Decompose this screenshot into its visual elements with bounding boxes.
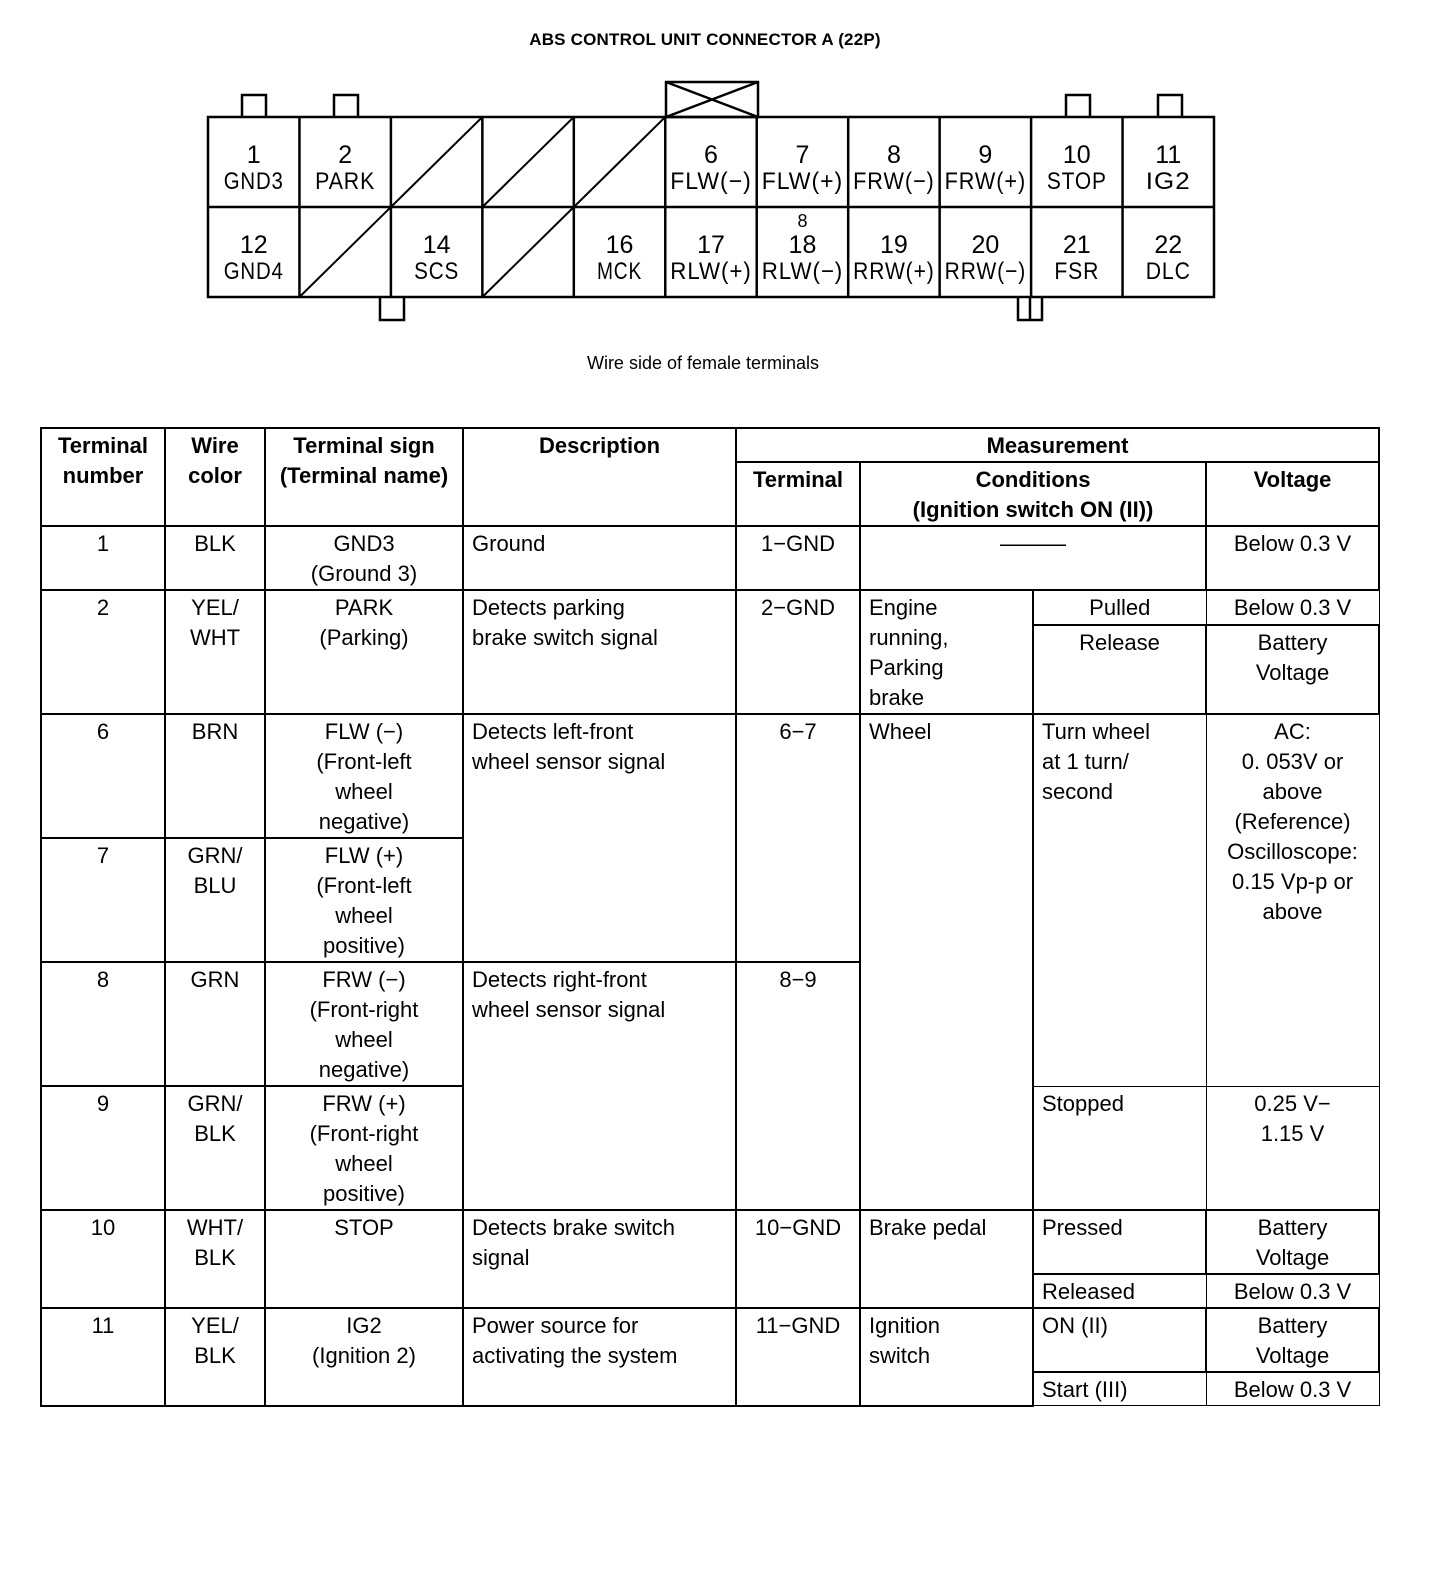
top-cell-signal: IG2 — [1145, 168, 1191, 195]
cell-terminal-number: 9 — [41, 1086, 165, 1210]
top-cell-number: 8 — [886, 141, 901, 169]
lock-tab — [1066, 95, 1090, 117]
cell-voltage: AC: 0. 053V or above (Reference) Oscilloscope: 0.15 Vp-p or above — [1206, 714, 1379, 1086]
cell-terminal-number: 8 — [41, 962, 165, 1086]
lock-tab — [242, 95, 266, 117]
cell-description: Detects left-front wheel sensor signal — [463, 714, 736, 962]
cell-terminal-sign: IG2 (Ignition 2) — [265, 1308, 463, 1406]
cell-description: Detects brake switch signal — [463, 1210, 736, 1308]
cell-wire-color: YEL/ WHT — [165, 590, 265, 714]
lock-tab — [1158, 95, 1182, 117]
bottom-cell-number: 18 — [788, 231, 817, 259]
cell-description: Detects right-front wheel sensor signal — [463, 962, 736, 1210]
header-conditions: Conditions (Ignition switch ON (II)) — [860, 462, 1206, 526]
top-cell-number: 7 — [795, 141, 810, 169]
cell-terminal-sign: FRW (−) (Front-right wheel negative) — [265, 962, 463, 1086]
bottom-cell-number: 22 — [1154, 231, 1183, 259]
bottom-cell-signal: RLW(−) — [761, 258, 844, 285]
cell-conditions: Ignition switch — [860, 1308, 1033, 1406]
bottom-cell-number: 16 — [605, 231, 634, 259]
bottom-cell-number: 20 — [971, 231, 1000, 259]
cell-terminal-number: 2 — [41, 590, 165, 714]
cell-wire-color: WHT/ BLK — [165, 1210, 265, 1308]
cell-terminal-number: 11 — [41, 1308, 165, 1406]
table-row — [41, 590, 1379, 625]
header-measurement: Measurement — [736, 428, 1379, 462]
cell-terminal: 2−GND — [736, 590, 860, 714]
header-voltage: Voltage — [1206, 462, 1379, 526]
page-title: ABS CONTROL UNIT CONNECTOR A (22P) — [529, 30, 881, 49]
bottom-cell-signal: RRW(−) — [944, 258, 1027, 285]
cell-subcondition: Turn wheel at 1 turn/ second — [1033, 714, 1206, 1086]
terminal-table — [40, 427, 1380, 1407]
blank-cavity — [391, 117, 482, 207]
cell-voltage: Below 0.3 V — [1206, 590, 1379, 625]
cell-terminal-sign: PARK (Parking) — [265, 590, 463, 714]
top-cell-number: 11 — [1155, 141, 1182, 169]
top-cell-signal: STOP — [1046, 168, 1107, 195]
table-row — [41, 1210, 1379, 1274]
cell-terminal: 6−7 — [736, 714, 860, 962]
cell-conditions: Brake pedal — [860, 1210, 1033, 1308]
top-cell-signal: FLW(−) — [670, 168, 752, 195]
cell-conditions: Engine running, Parking brake — [860, 590, 1033, 714]
cell-terminal-number: 10 — [41, 1210, 165, 1308]
bottom-cell-signal: FSR — [1054, 258, 1100, 285]
cell-subcondition: Pressed — [1033, 1210, 1206, 1274]
cell-voltage: Below 0.3 V — [1206, 526, 1379, 590]
bottom-cell-number: 19 — [880, 231, 908, 259]
top-cell-number: 9 — [978, 141, 993, 169]
lock-tab — [334, 95, 358, 117]
cell-subcondition: Pulled — [1033, 590, 1206, 625]
cell-description: Power source for activating the system — [463, 1308, 736, 1406]
table-row — [41, 714, 1379, 838]
cell-terminal-sign: GND3 (Ground 3) — [265, 526, 463, 590]
top-cell-number: 1 — [246, 141, 261, 169]
top-cell-signal: FRW(+) — [944, 168, 1027, 195]
cell-subcondition: ON (II) — [1033, 1308, 1206, 1372]
header-terminal-sign: Terminal sign (Terminal name) — [265, 428, 463, 526]
bottom-cell-number: 12 — [239, 231, 268, 259]
cell-description: Detects parking brake switch signal — [463, 590, 736, 714]
cell-description: Ground — [463, 526, 736, 590]
blank-cavity — [574, 117, 665, 207]
cell-terminal-sign: STOP — [265, 1210, 463, 1308]
bottom-cell-number: 21 — [1062, 231, 1091, 259]
cell-subcondition: Release — [1033, 625, 1206, 714]
top-cell-number: 2 — [338, 141, 353, 169]
bottom-cell-number: 17 — [697, 231, 725, 259]
top-cell-number: 10 — [1062, 141, 1091, 169]
cell-wire-color: BLK — [165, 526, 265, 590]
cell-subcondition: Stopped — [1033, 1086, 1206, 1210]
cell-voltage: Below 0.3 V — [1206, 1274, 1379, 1308]
blank-cavity — [482, 207, 573, 297]
top-cell-signal: FRW(−) — [853, 168, 935, 195]
bottom-cell-extra: 8 — [797, 211, 808, 231]
table-row — [41, 1308, 1379, 1372]
cell-terminal: 1−GND — [736, 526, 860, 590]
top-cell-signal: FLW(+) — [761, 168, 844, 195]
cell-voltage: Below 0.3 V — [1206, 1372, 1379, 1406]
cell-voltage: Battery Voltage — [1206, 1210, 1379, 1274]
bottom-cell-number: 14 — [422, 231, 451, 259]
cell-subcondition: Released — [1033, 1274, 1206, 1308]
cell-wire-color: BRN — [165, 714, 265, 838]
bottom-cell-signal: RRW(+) — [853, 258, 935, 285]
bottom-cell-signal: DLC — [1145, 258, 1191, 285]
header-terminal: Terminal — [736, 462, 860, 526]
bottom-tab — [380, 297, 404, 320]
cell-terminal: 11−GND — [736, 1308, 860, 1406]
cell-conditions: ——— — [860, 526, 1206, 590]
header-wire-color: Wire color — [165, 428, 265, 526]
cell-voltage: Battery Voltage — [1206, 1308, 1379, 1372]
cell-wire-color: YEL/ BLK — [165, 1308, 265, 1406]
header-terminal-number: Terminal number — [41, 428, 165, 526]
blank-cavity — [299, 207, 390, 297]
cell-terminal-sign: FLW (−) (Front-left wheel negative) — [265, 714, 463, 838]
bottom-cell-signal: SCS — [414, 258, 460, 285]
top-cell-signal: PARK — [315, 168, 376, 195]
cell-terminal-number: 7 — [41, 838, 165, 962]
cell-wire-color: GRN/ BLK — [165, 1086, 265, 1210]
cell-terminal-number: 1 — [41, 526, 165, 590]
cell-voltage: 0.25 V− 1.15 V — [1206, 1086, 1379, 1210]
cell-wire-color: GRN — [165, 962, 265, 1086]
cell-terminal-sign: FRW (+) (Front-right wheel positive) — [265, 1086, 463, 1210]
connector-caption: Wire side of female terminals — [586, 353, 820, 373]
bottom-cell-signal: GND4 — [223, 258, 284, 285]
cell-terminal-number: 6 — [41, 714, 165, 838]
cell-subcondition: Start (III) — [1033, 1372, 1206, 1406]
header-description: Description — [463, 428, 736, 526]
cell-conditions: Wheel — [860, 714, 1033, 1210]
bottom-cell-signal: RLW(+) — [670, 258, 752, 285]
bottom-cell-signal: MCK — [597, 258, 643, 285]
cell-terminal: 8−9 — [736, 962, 860, 1210]
cell-wire-color: GRN/ BLU — [165, 838, 265, 962]
cell-terminal: 10−GND — [736, 1210, 860, 1308]
connector-diagram — [0, 0, 1456, 340]
cell-terminal-sign: FLW (+) (Front-left wheel positive) — [265, 838, 463, 962]
table-row — [41, 526, 1379, 590]
blank-cavity — [482, 117, 573, 207]
cell-voltage: Battery Voltage — [1206, 625, 1379, 714]
top-cell-signal: GND3 — [223, 168, 284, 195]
top-cell-number: 6 — [704, 141, 718, 169]
